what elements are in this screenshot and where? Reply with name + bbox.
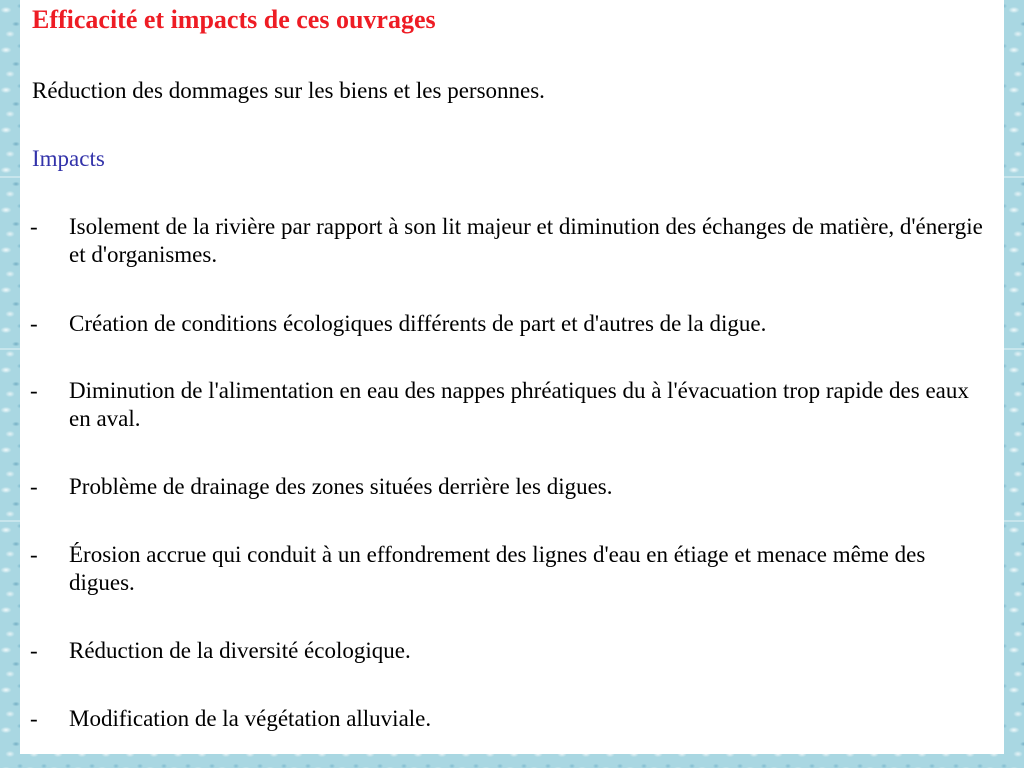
bullet-dash: -: [30, 542, 38, 567]
slide-content-panel: [20, 0, 1004, 754]
bullet-text: Modification de la végétation alluviale.: [69, 706, 432, 731]
impacts-subheading: Impacts: [32, 146, 105, 171]
bullet-dash: -: [30, 214, 38, 239]
bullet-item: [30, 541, 995, 597]
bullet-dash: -: [30, 638, 38, 663]
slide-title: Efficacité et impacts de ces ouvrages: [32, 5, 436, 34]
bullet-text: Problème de drainage des zones situées derrière les digues.: [69, 474, 613, 499]
bullet-dash: -: [30, 311, 38, 336]
bullet-item: [30, 637, 995, 665]
bullet-text: Création de conditions écologiques différents de part et d'autres de la digue.: [69, 311, 767, 336]
bullet-text: Isolement de la rivière par rapport à son lit majeur et diminution des échanges de matière, d'énergie et d'organismes.: [69, 214, 983, 267]
intro-text: Réduction des dommages sur les biens et les personnes.: [32, 78, 545, 103]
bullet-item: [30, 213, 995, 269]
bullet-text: Réduction de la diversité écologique.: [69, 638, 411, 663]
bullet-item: [30, 473, 995, 501]
bullet-item: [30, 377, 995, 433]
bullet-dash: -: [30, 706, 38, 731]
bullet-text: Érosion accrue qui conduit à un effondrement des lignes d'eau en étiage et menace même des digues.: [69, 542, 926, 595]
bullet-dash: -: [30, 378, 38, 403]
bullet-text: Diminution de l'alimentation en eau des nappes phréatiques du à l'évacuation trop rapide des eaux en aval.: [69, 378, 969, 431]
bullet-item: [30, 705, 995, 733]
bullet-dash: -: [30, 474, 38, 499]
bullet-item: [30, 310, 995, 338]
